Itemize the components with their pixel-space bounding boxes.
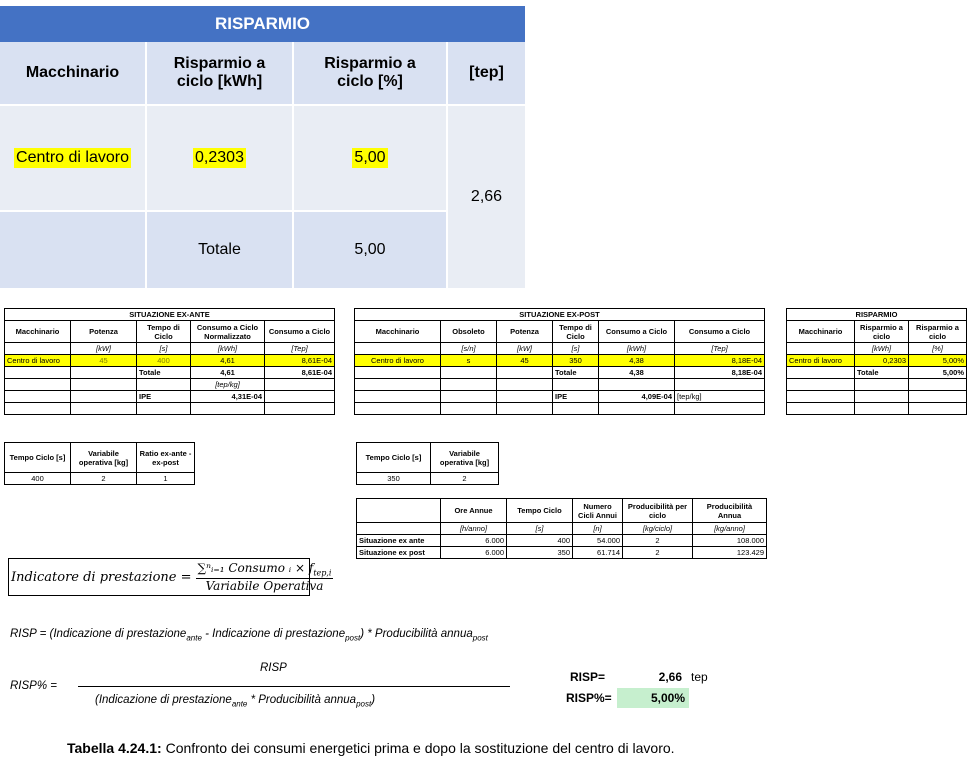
- ex-post-r3: 350: [553, 355, 599, 367]
- header-risparmio-pct: Risparmio a ciclo [%]: [294, 42, 446, 104]
- ex-post-h5: Consumo a Ciclo: [675, 321, 765, 343]
- ex-post-u5: [Tep]: [675, 343, 765, 355]
- prod-u1: [h/anno]: [441, 523, 507, 535]
- tempo-ante-r2: 1: [137, 473, 195, 485]
- prod-r0-c0: Situazione ex ante: [357, 535, 441, 547]
- ex-ante-u4: [Tep]: [265, 343, 335, 355]
- ex-post-ipe-label: IPE: [553, 391, 599, 403]
- prod-u4: [kg/ciclo]: [623, 523, 693, 535]
- risparmio-small-u0: [787, 343, 855, 355]
- ex-post-h0: Macchinario: [355, 321, 441, 343]
- ex-post-h2: Potenza: [497, 321, 553, 343]
- ex-ante-ipe-value: 4,31E-04: [191, 391, 265, 403]
- prod-r0-c1: 6.000: [441, 535, 507, 547]
- ex-ante-total-kwh: 4,61: [191, 367, 265, 379]
- risparmio-small-r2: 5,00%: [909, 355, 967, 367]
- row-kwh-cell: [147, 106, 292, 210]
- risparmio-small-h2: Risparmio a ciclo: [909, 321, 967, 343]
- ex-post-total-tep: 8,18E-04: [675, 367, 765, 379]
- ex-ante-ipe-unit: [tep/kg]: [191, 379, 265, 391]
- total-label: Totale: [147, 212, 292, 288]
- prod-r1-c4: 2: [623, 547, 693, 559]
- ex-ante-u2: [s]: [137, 343, 191, 355]
- prod-r0-c4: 2: [623, 535, 693, 547]
- risparmio-small-h1: Risparmio a ciclo: [855, 321, 909, 343]
- risp-pct-lhs: RISP% =: [10, 680, 57, 692]
- tempo-ante-h0: Tempo Ciclo [s]: [5, 443, 71, 473]
- ex-ante-ipe-label: IPE: [137, 391, 191, 403]
- prod-r0-c2: 400: [507, 535, 573, 547]
- formula-numerator: ∑ⁿᵢ₌₁ Consumo ᵢ × $f_{tep,i}$: [197, 561, 332, 578]
- ex-post-r5: 8,18E-04: [675, 355, 765, 367]
- risparmio-small-h0: Macchinario: [787, 321, 855, 343]
- row-name: Centro di lavoro: [16, 149, 129, 166]
- risparmio-small-u1: [kWh]: [855, 343, 909, 355]
- tempo-ante-table: [4, 442, 195, 485]
- tempo-ante-r0: 400: [5, 473, 71, 485]
- ex-post-ipe-value: 4,09E-04: [599, 391, 675, 403]
- ex-ante-r3: 4,61: [191, 355, 265, 367]
- prod-r1-c0: Situazione ex post: [357, 547, 441, 559]
- risp-unit: tep: [691, 670, 708, 684]
- formula-denominator: Variabile Operativa: [205, 578, 324, 593]
- ex-ante-total-tep: 8,61E-04: [265, 367, 335, 379]
- prod-u2: [s]: [507, 523, 573, 535]
- ex-post-r1: s: [441, 355, 497, 367]
- prod-h1: Ore Annue: [441, 499, 507, 523]
- ex-post-u4: [kWh]: [599, 343, 675, 355]
- ex-post-ipe-unit: [tep/kg]: [675, 391, 765, 403]
- ex-post-u3: [s]: [553, 343, 599, 355]
- ex-ante-r4: 8,61E-04: [265, 355, 335, 367]
- risp-formula: RISP = (Indicazione di prestazione$_{ante}$ - Indicazione di prestazione$_{post}$) * Producibilità annua$_{post}$: [10, 628, 488, 643]
- row-name-cell: [0, 106, 145, 210]
- prod-u0: [357, 523, 441, 535]
- ex-post-table: [354, 308, 765, 415]
- risp-pct-fraction-line: [78, 686, 510, 687]
- prod-r0-c3: 54.000: [573, 535, 623, 547]
- total-pct: 5,00: [294, 212, 446, 288]
- header-risparmio-kwh: Risparmio a ciclo [kWh]: [147, 42, 292, 104]
- risparmio-small-table: [786, 308, 967, 415]
- ex-post-h4: Consumo a Ciclo: [599, 321, 675, 343]
- ex-ante-u1: [kW]: [71, 343, 137, 355]
- ex-post-r2: 45: [497, 355, 553, 367]
- ex-post-title: SITUAZIONE EX-POST: [355, 309, 765, 321]
- row-pct: 5,00: [354, 149, 386, 166]
- ex-post-r0: Centro di lavoro: [355, 355, 441, 367]
- ex-ante-total-label: Totale: [137, 367, 191, 379]
- ex-ante-table: [4, 308, 335, 415]
- ex-post-u1: [s/n]: [441, 343, 497, 355]
- prod-r1-c5: 123.429: [693, 547, 767, 559]
- risp-label: RISP=: [570, 670, 606, 684]
- ex-ante-r1: 45: [71, 355, 137, 367]
- ex-post-u2: [kW]: [497, 343, 553, 355]
- prod-r1-c1: 6.000: [441, 547, 507, 559]
- ex-ante-r0: Centro di lavoro: [5, 355, 71, 367]
- prod-r1-c3: 61.714: [573, 547, 623, 559]
- tempo-post-h0: Tempo Ciclo [s]: [357, 443, 431, 473]
- prod-r0-c5: 108.000: [693, 535, 767, 547]
- ex-ante-h0: Macchinario: [5, 321, 71, 343]
- tempo-post-table: [356, 442, 499, 485]
- tempo-ante-h2: Ratio ex-ante - ex-post: [137, 443, 195, 473]
- prod-u3: [n]: [573, 523, 623, 535]
- risparmio-small-u2: [%]: [909, 343, 967, 355]
- prod-h0: [357, 499, 441, 523]
- ex-ante-u0: [5, 343, 71, 355]
- risparmio-small-total-label: Totale: [855, 367, 909, 379]
- prod-h3: Numero Cicli Annui: [573, 499, 623, 523]
- ex-post-h1: Obsoleto: [441, 321, 497, 343]
- prod-r1-c2: 350: [507, 547, 573, 559]
- risparmio-small-total-value: 5,00%: [909, 367, 967, 379]
- table-caption: [67, 740, 675, 756]
- risp-pct-label: RISP%=: [566, 691, 612, 705]
- ex-ante-h2: Tempo di Ciclo: [137, 321, 191, 343]
- risparmio-small-title: RISPARMIO: [787, 309, 967, 321]
- header-macchinario: Macchinario: [0, 42, 145, 104]
- ex-ante-h4: Consumo a Ciclo: [265, 321, 335, 343]
- risparmio-summary-table: [0, 6, 525, 288]
- producibilita-table: [356, 498, 767, 559]
- risp-value: 2,66: [658, 670, 682, 684]
- tempo-post-r1: 2: [431, 473, 499, 485]
- ex-post-h3: Tempo di Ciclo: [553, 321, 599, 343]
- total-empty: [0, 212, 145, 288]
- prod-h5: Producibilità Annua: [693, 499, 767, 523]
- prod-u5: [kg/anno]: [693, 523, 767, 535]
- ex-ante-h1: Potenza: [71, 321, 137, 343]
- tempo-ante-r1: 2: [71, 473, 137, 485]
- risparmio-title: RISPARMIO: [0, 6, 525, 42]
- ex-post-total-kwh: 4,38: [599, 367, 675, 379]
- ex-ante-u3: [kWh]: [191, 343, 265, 355]
- ex-post-u0: [355, 343, 441, 355]
- caption-text: Confronto dei consumi energetici prima e dopo la sostituzione del centro di lavoro.: [161, 740, 675, 756]
- caption-label: Tabella 4.24.1:: [67, 740, 162, 756]
- header-tep: [tep]: [448, 42, 525, 104]
- risparmio-small-r1: 0,2303: [855, 355, 909, 367]
- ex-ante-r2: 400: [137, 355, 191, 367]
- ex-ante-title: SITUAZIONE EX-ANTE: [5, 309, 335, 321]
- tep-value: 2,66: [448, 106, 525, 288]
- row-kwh: 0,2303: [195, 149, 244, 166]
- tempo-post-r0: 350: [357, 473, 431, 485]
- row-pct-cell: [294, 106, 446, 210]
- risparmio-small-r0: Centro di lavoro: [787, 355, 855, 367]
- prod-h2: Tempo Ciclo: [507, 499, 573, 523]
- formula-lhs: Indicatore di prestazione =: [11, 569, 192, 585]
- ex-post-total-label: Totale: [553, 367, 599, 379]
- formula-fraction: [196, 561, 334, 592]
- risp-pct-value: 5,00%: [617, 688, 689, 708]
- indicatore-formula: [8, 558, 332, 596]
- tempo-post-h1: Variabile operativa [kg]: [431, 443, 499, 473]
- ex-ante-h3: Consumo a Ciclo Normalizzato: [191, 321, 265, 343]
- tempo-ante-h1: Variabile operativa [kg]: [71, 443, 137, 473]
- risp-pct-denominator: (Indicazione di prestazione$_{ante}$ * Producibilità annua$_{post}$): [95, 694, 376, 709]
- ex-post-r4: 4,38: [599, 355, 675, 367]
- risp-pct-numerator: RISP: [260, 662, 287, 674]
- prod-h4: Producibilità per ciclo: [623, 499, 693, 523]
